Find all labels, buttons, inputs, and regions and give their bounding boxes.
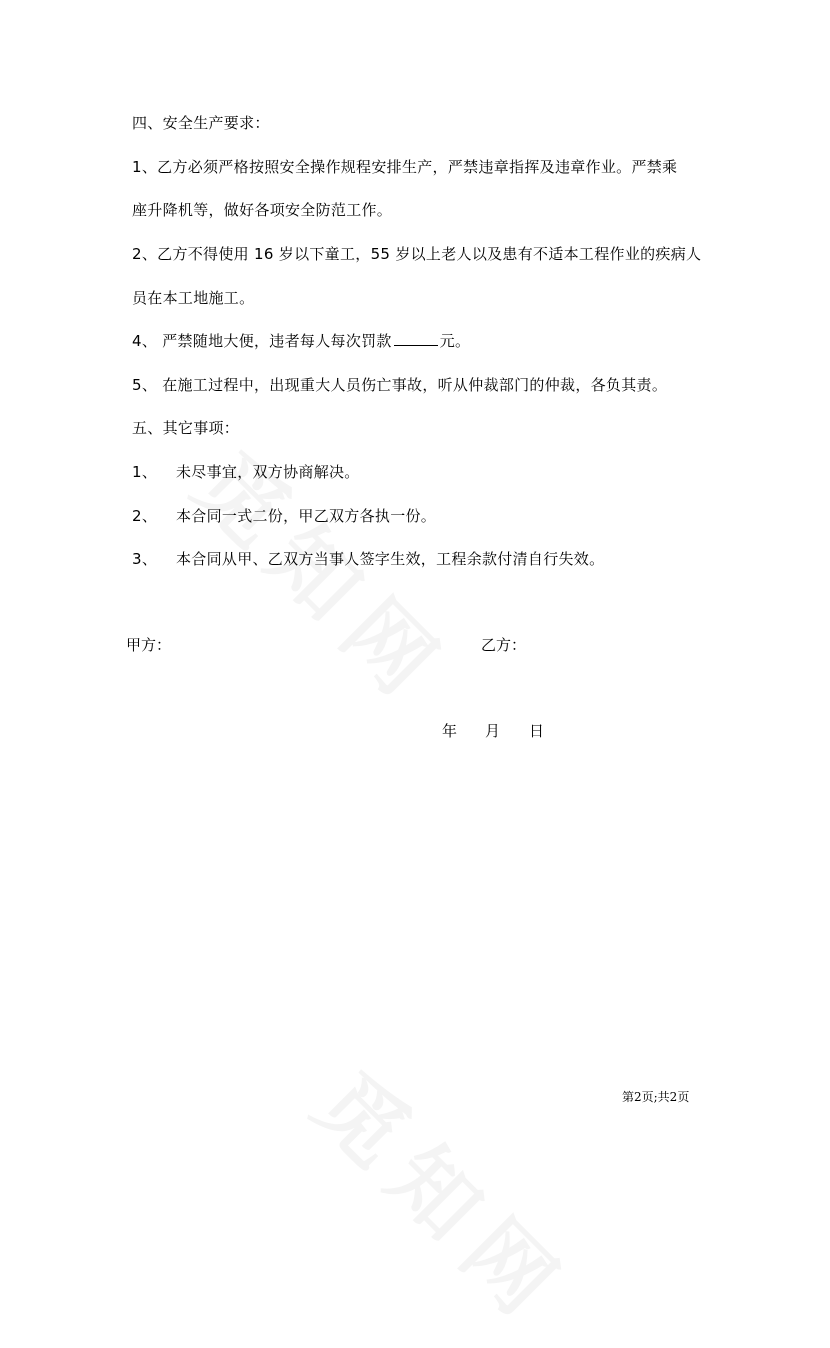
section-4-heading: 四、安全生产要求： <box>132 114 270 132</box>
item-text: 本合同从甲、乙双方当事人签字生效，工程余款付清自行失效。 <box>176 550 605 568</box>
section-4-item-2-line-1: 2、乙方不得使用 16 岁以下童工，55 岁以上老人以及患有不适本工程作业的疾病人 <box>132 245 702 263</box>
item-number: 1、 <box>132 463 158 481</box>
date-month: 月 <box>485 722 501 740</box>
item-text: 本合同一式二份，甲乙双方各执一份。 <box>176 507 437 525</box>
item-text: 未尽事宜，双方协商解决。 <box>176 463 360 481</box>
fine-amount-blank <box>394 331 438 346</box>
section-4-item-2-line-2: 员在本工地施工。 <box>132 289 255 307</box>
party-a-signature-label: 甲方： <box>126 636 172 654</box>
date-day: 日 <box>529 722 545 740</box>
section-4-item-1-line-2: 座升降机等，做好各项安全防范工作。 <box>132 201 393 219</box>
watermark-bottom <box>292 1040 600 1348</box>
section-4-item-5: 5、 在施工过程中，出现重大人员伤亡事故，听从仲裁部门的仲裁，各负其责。 <box>132 376 668 394</box>
party-b-signature-label: 乙方： <box>481 636 527 654</box>
section-5-item-2 <box>132 506 436 526</box>
date-year: 年 <box>442 722 458 740</box>
item-number: 3、 <box>132 550 158 568</box>
item-4-unit: 元。 <box>439 332 471 350</box>
item-4-text: 4、 严禁随地大便，违者每人每次罚款 <box>132 332 392 350</box>
item-number: 2、 <box>132 507 158 525</box>
section-5-heading: 五、其它事项： <box>132 419 240 437</box>
page-number: 第2页;共2页 <box>622 1090 690 1104</box>
section-5-item-1 <box>132 462 360 482</box>
section-4-item-4 <box>132 331 470 351</box>
section-5-item-3 <box>132 549 604 569</box>
section-4-item-1-line-1: 1、乙方必须严格按照安全操作规程安排生产，严禁违章指挥及违章作业。严禁乘 <box>132 158 678 176</box>
